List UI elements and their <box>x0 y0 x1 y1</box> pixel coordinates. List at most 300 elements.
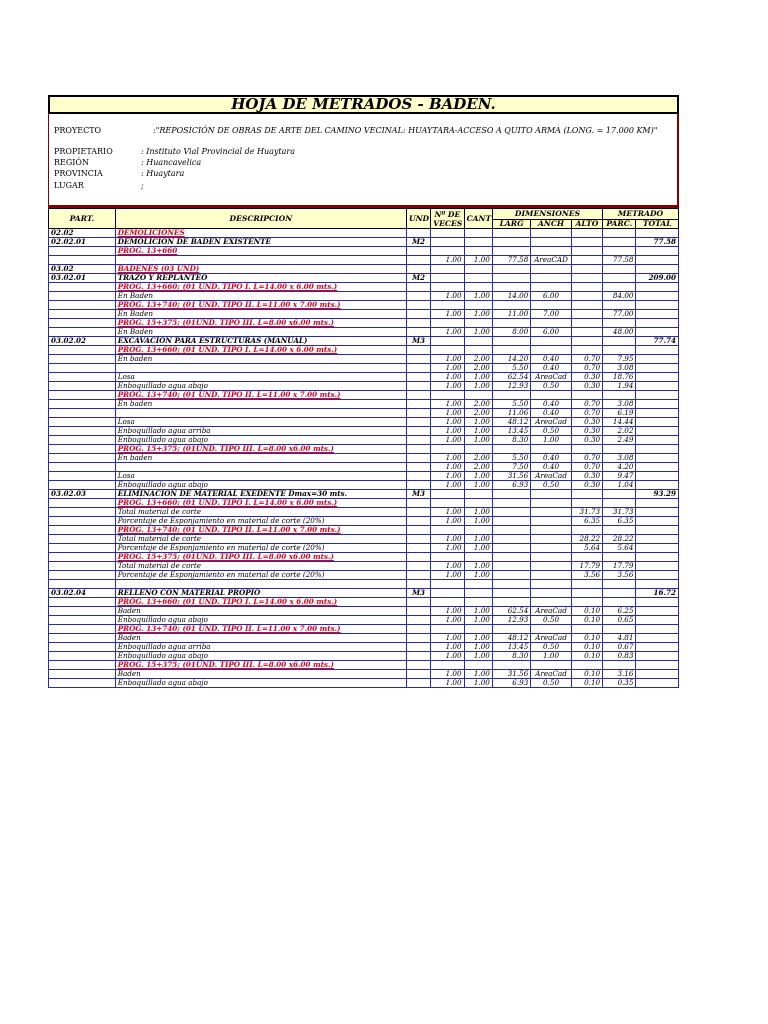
cell-desc <box>115 256 406 265</box>
cell-parc: 2.02 <box>603 427 636 436</box>
cell-parc: 31.73 <box>603 508 636 517</box>
cell-total <box>636 355 679 364</box>
cell-parc: 48.00 <box>603 328 636 337</box>
cell-total <box>636 319 679 328</box>
cell-veces <box>431 526 464 535</box>
cell-total <box>636 481 679 490</box>
cell-cant: 1.00 <box>464 670 492 679</box>
table-row <box>49 634 679 643</box>
cell-total <box>636 427 679 436</box>
cell-anch <box>531 571 571 580</box>
cell-part <box>49 553 116 562</box>
cell-desc: Enboquillado agua arriba <box>115 643 406 652</box>
cell-alto: 3.56 <box>571 571 602 580</box>
cell-larg <box>492 526 530 535</box>
cell-larg <box>492 499 530 508</box>
cell-alto <box>571 292 602 301</box>
cell-desc: Total material de corte <box>115 562 406 571</box>
cell-anch <box>531 661 571 670</box>
cell-anch: 0.40 <box>531 463 571 472</box>
col-descripcion-header: DESCRIPCION <box>115 209 406 229</box>
cell-alto <box>571 247 602 256</box>
cell-und <box>406 256 430 265</box>
cell-veces <box>431 301 464 310</box>
table-row <box>49 589 679 598</box>
table-row <box>49 319 679 328</box>
cell-desc: DEMOLICIONES <box>115 229 406 238</box>
cell-alto <box>571 301 602 310</box>
proyecto-value: :"REPOSICIÓN DE OBRAS DE ARTE DEL CAMINO VECINAL: HUAYTARA-ACCESO A QUITO ARMA (LONG. = 17.000 KM)" <box>153 126 658 135</box>
table-row <box>49 382 679 391</box>
cell-cant <box>464 526 492 535</box>
table-row <box>49 346 679 355</box>
cell-part <box>49 346 116 355</box>
cell-alto: 0.70 <box>571 355 602 364</box>
cell-anch <box>531 274 571 283</box>
cell-total: 77.74 <box>636 337 679 346</box>
cell-desc: Enboquillado agua arriba <box>115 427 406 436</box>
cell-part <box>49 418 116 427</box>
table-row <box>49 238 679 247</box>
cell-part <box>49 607 116 616</box>
cell-larg <box>492 238 530 247</box>
cell-total <box>636 310 679 319</box>
cell-desc: TRAZO Y REPLANTEO <box>115 274 406 283</box>
cell-part <box>49 661 116 670</box>
cell-desc: En Baden <box>115 292 406 301</box>
cell-total <box>636 364 679 373</box>
cell-desc: Baden <box>115 607 406 616</box>
cell-larg <box>492 553 530 562</box>
propietario-label: PROPIETARIO <box>54 147 113 156</box>
cell-larg <box>492 274 530 283</box>
cell-cant: 1.00 <box>464 517 492 526</box>
cell-alto: 31.73 <box>571 508 602 517</box>
cell-alto: 0.10 <box>571 616 602 625</box>
cell-cant: 2.00 <box>464 409 492 418</box>
cell-und <box>406 265 430 274</box>
table-row <box>49 355 679 364</box>
table-row <box>49 490 679 499</box>
cell-und <box>406 409 430 418</box>
cell-part <box>49 481 116 490</box>
cell-cant: 1.00 <box>464 652 492 661</box>
cell-part: 02.02.01 <box>49 238 116 247</box>
cell-veces: 1.00 <box>431 400 464 409</box>
cell-und <box>406 391 430 400</box>
table-row <box>49 301 679 310</box>
table-row <box>49 508 679 517</box>
cell-veces: 1.00 <box>431 517 464 526</box>
table-row <box>49 607 679 616</box>
cell-total <box>636 373 679 382</box>
table-row <box>49 643 679 652</box>
table-body <box>49 229 679 688</box>
cell-cant <box>464 661 492 670</box>
cell-alto <box>571 598 602 607</box>
cell-cant: 1.00 <box>464 382 492 391</box>
cell-alto <box>571 526 602 535</box>
cell-larg: 5.50 <box>492 454 530 463</box>
cell-larg <box>492 346 530 355</box>
cell-larg <box>492 508 530 517</box>
cell-total <box>636 400 679 409</box>
cell-total <box>636 283 679 292</box>
cell-part <box>49 310 116 319</box>
cell-part <box>49 679 116 688</box>
cell-larg: 5.50 <box>492 364 530 373</box>
cell-alto <box>571 274 602 283</box>
cell-desc: Enboquillado agua abajo <box>115 382 406 391</box>
cell-parc: 4.81 <box>603 634 636 643</box>
cell-part <box>49 526 116 535</box>
cell-desc <box>115 463 406 472</box>
cell-larg: 11.00 <box>492 310 530 319</box>
cell-parc: 3.56 <box>603 571 636 580</box>
cell-alto <box>571 238 602 247</box>
cell-part <box>49 535 116 544</box>
cell-larg <box>492 391 530 400</box>
cell-veces: 1.00 <box>431 463 464 472</box>
cell-parc: 5.64 <box>603 544 636 553</box>
provincia-value: : Huaytara <box>141 169 185 178</box>
cell-alto: 0.70 <box>571 400 602 409</box>
cell-und <box>406 310 430 319</box>
cell-larg <box>492 598 530 607</box>
cell-total <box>636 463 679 472</box>
cell-parc: 6.35 <box>603 517 636 526</box>
table-row <box>49 328 679 337</box>
cell-cant <box>464 391 492 400</box>
cell-total <box>636 436 679 445</box>
cell-anch <box>531 589 571 598</box>
cell-part <box>49 436 116 445</box>
cell-cant <box>464 580 492 589</box>
cell-anch <box>531 490 571 499</box>
cell-anch: AreaCad <box>531 670 571 679</box>
cell-part <box>49 409 116 418</box>
cell-part <box>49 355 116 364</box>
cell-veces <box>431 391 464 400</box>
cell-total: 93.29 <box>636 490 679 499</box>
project-info <box>48 114 679 208</box>
cell-und <box>406 292 430 301</box>
cell-part: 03.02.04 <box>49 589 116 598</box>
cell-cant: 2.00 <box>464 463 492 472</box>
cell-alto: 5.64 <box>571 544 602 553</box>
cell-part <box>49 445 116 454</box>
cell-desc: Enboquillado agua abajo <box>115 652 406 661</box>
table-row <box>49 616 679 625</box>
cell-part <box>49 544 116 553</box>
table-row <box>49 472 679 481</box>
col-parc-header: PARC. <box>603 220 636 229</box>
table-row <box>49 535 679 544</box>
cell-anch: 6.00 <box>531 292 571 301</box>
cell-und <box>406 598 430 607</box>
cell-cant <box>464 283 492 292</box>
cell-veces <box>431 229 464 238</box>
cell-total <box>636 247 679 256</box>
cell-larg <box>492 337 530 346</box>
cell-alto: 28.22 <box>571 535 602 544</box>
cell-larg <box>492 301 530 310</box>
col-part-header: PART. <box>49 209 116 229</box>
cell-total <box>636 265 679 274</box>
cell-und <box>406 436 430 445</box>
cell-und <box>406 553 430 562</box>
cell-parc: 77.58 <box>603 256 636 265</box>
cell-anch: 0.50 <box>531 616 571 625</box>
cell-und <box>406 454 430 463</box>
cell-desc: PROG. 13+660; (01 UND. TIPO I. L=14.00 x 6.00 mts.) <box>115 346 406 355</box>
cell-total <box>636 652 679 661</box>
cell-veces: 1.00 <box>431 508 464 517</box>
cell-und: M3 <box>406 337 430 346</box>
table-row <box>49 625 679 634</box>
cell-und <box>406 418 430 427</box>
cell-alto <box>571 337 602 346</box>
cell-veces: 1.00 <box>431 472 464 481</box>
table-row <box>49 445 679 454</box>
cell-und <box>406 607 430 616</box>
col-und-header: UND <box>406 209 430 229</box>
cell-part <box>49 454 116 463</box>
cell-anch <box>531 553 571 562</box>
cell-larg: 77.58 <box>492 256 530 265</box>
cell-veces: 1.00 <box>431 364 464 373</box>
cell-und: M3 <box>406 490 430 499</box>
cell-cant <box>464 625 492 634</box>
cell-anch <box>531 319 571 328</box>
cell-larg <box>492 319 530 328</box>
cell-part <box>49 634 116 643</box>
cell-anch <box>531 598 571 607</box>
cell-cant <box>464 337 492 346</box>
cell-total <box>636 535 679 544</box>
cell-part <box>49 508 116 517</box>
cell-parc: 17.79 <box>603 562 636 571</box>
cell-anch <box>531 238 571 247</box>
cell-desc: En Baden <box>115 328 406 337</box>
table-row <box>49 463 679 472</box>
propietario-value: : Instituto Vial Provincial de Huaytara <box>141 147 295 156</box>
cell-cant <box>464 238 492 247</box>
cell-larg <box>492 544 530 553</box>
cell-anch <box>531 301 571 310</box>
cell-und <box>406 643 430 652</box>
table-row <box>49 517 679 526</box>
cell-total <box>636 301 679 310</box>
cell-total <box>636 454 679 463</box>
cell-part <box>49 292 116 301</box>
cell-part <box>49 283 116 292</box>
cell-larg <box>492 589 530 598</box>
cell-total <box>636 616 679 625</box>
cell-veces <box>431 283 464 292</box>
cell-part <box>49 643 116 652</box>
cell-und <box>406 544 430 553</box>
cell-anch: 6.00 <box>531 328 571 337</box>
cell-total: 209.00 <box>636 274 679 283</box>
cell-und <box>406 661 430 670</box>
cell-alto <box>571 499 602 508</box>
cell-cant: 1.00 <box>464 436 492 445</box>
cell-alto <box>571 346 602 355</box>
cell-larg <box>492 445 530 454</box>
cell-cant: 1.00 <box>464 256 492 265</box>
cell-total <box>636 472 679 481</box>
cell-alto <box>571 328 602 337</box>
cell-part <box>49 364 116 373</box>
cell-und <box>406 364 430 373</box>
cell-desc: Porcentaje de Esponjamiento en material de corte (20%) <box>115 517 406 526</box>
cell-veces: 1.00 <box>431 544 464 553</box>
cell-desc: En baden <box>115 400 406 409</box>
cell-desc: Total material de corte <box>115 508 406 517</box>
cell-parc: 28.22 <box>603 535 636 544</box>
cell-desc: PROG. 13+740; (01 UND. TIPO II. L=11.00 x 7.00 mts.) <box>115 625 406 634</box>
cell-total <box>636 643 679 652</box>
cell-veces: 1.00 <box>431 562 464 571</box>
cell-larg: 12.93 <box>492 616 530 625</box>
cell-larg: 48.12 <box>492 418 530 427</box>
table-row <box>49 454 679 463</box>
cell-und <box>406 472 430 481</box>
cell-anch: 0.40 <box>531 364 571 373</box>
cell-parc <box>603 265 636 274</box>
cell-alto: 0.70 <box>571 364 602 373</box>
cell-total: 77.58 <box>636 238 679 247</box>
table-row <box>49 679 679 688</box>
table-row <box>49 544 679 553</box>
cell-parc: 0.65 <box>603 616 636 625</box>
cell-und <box>406 229 430 238</box>
table-row <box>49 256 679 265</box>
cell-desc: Losa <box>115 472 406 481</box>
cell-alto <box>571 319 602 328</box>
cell-larg <box>492 571 530 580</box>
cell-veces <box>431 274 464 283</box>
cell-parc: 77.00 <box>603 310 636 319</box>
cell-parc: 6.19 <box>603 409 636 418</box>
table-row <box>49 391 679 400</box>
cell-veces: 1.00 <box>431 256 464 265</box>
cell-veces: 1.00 <box>431 355 464 364</box>
cell-und: M2 <box>406 238 430 247</box>
cell-veces: 1.00 <box>431 436 464 445</box>
cell-larg: 6.93 <box>492 679 530 688</box>
cell-veces <box>431 598 464 607</box>
table-row <box>49 373 679 382</box>
cell-cant <box>464 598 492 607</box>
cell-part <box>49 652 116 661</box>
cell-alto <box>571 391 602 400</box>
cell-anch: AreaCad <box>531 418 571 427</box>
cell-cant: 1.00 <box>464 544 492 553</box>
cell-veces: 1.00 <box>431 571 464 580</box>
cell-cant: 1.00 <box>464 418 492 427</box>
cell-total <box>636 670 679 679</box>
cell-cant: 1.00 <box>464 373 492 382</box>
cell-part <box>49 517 116 526</box>
cell-total <box>636 661 679 670</box>
cell-larg: 5.50 <box>492 400 530 409</box>
col-anch-header: ANCH <box>531 220 571 229</box>
cell-und <box>406 373 430 382</box>
cell-parc <box>603 598 636 607</box>
cell-part <box>49 562 116 571</box>
cell-desc: PROG. 15+375; (01UND. TIPO III. L=8.00 x6.00 mts.) <box>115 319 406 328</box>
col-cant-header: CANT <box>464 209 492 229</box>
cell-part: 03.02.01 <box>49 274 116 283</box>
cell-cant <box>464 319 492 328</box>
cell-part <box>49 400 116 409</box>
cell-parc <box>603 319 636 328</box>
cell-larg <box>492 247 530 256</box>
table-row <box>49 265 679 274</box>
cell-anch: 0.50 <box>531 679 571 688</box>
cell-parc <box>603 247 636 256</box>
cell-veces <box>431 553 464 562</box>
cell-cant: 2.00 <box>464 400 492 409</box>
cell-veces: 1.00 <box>431 310 464 319</box>
cell-desc: Baden <box>115 634 406 643</box>
cell-parc: 2.49 <box>603 436 636 445</box>
cell-desc: Porcentaje de Esponjamiento en material de corte (20%) <box>115 544 406 553</box>
cell-und <box>406 571 430 580</box>
table-row <box>49 580 679 589</box>
cell-larg <box>492 490 530 499</box>
cell-desc: Enboquillado agua abajo <box>115 616 406 625</box>
cell-part <box>49 328 116 337</box>
cell-part <box>49 247 116 256</box>
cell-anch <box>531 562 571 571</box>
table-row <box>49 409 679 418</box>
cell-und <box>406 634 430 643</box>
cell-cant: 1.00 <box>464 481 492 490</box>
cell-und: M2 <box>406 274 430 283</box>
cell-und <box>406 283 430 292</box>
cell-veces: 1.00 <box>431 382 464 391</box>
cell-alto: 0.30 <box>571 436 602 445</box>
cell-cant: 1.00 <box>464 634 492 643</box>
cell-parc: 0.67 <box>603 643 636 652</box>
cell-alto: 0.70 <box>571 409 602 418</box>
cell-cant: 1.00 <box>464 508 492 517</box>
cell-cant <box>464 445 492 454</box>
cell-larg: 62.54 <box>492 373 530 382</box>
cell-parc: 3.16 <box>603 670 636 679</box>
cell-parc <box>603 625 636 634</box>
cell-alto: 6.35 <box>571 517 602 526</box>
cell-veces: 1.00 <box>431 634 464 643</box>
cell-total <box>636 391 679 400</box>
cell-larg: 7.50 <box>492 463 530 472</box>
cell-total <box>636 607 679 616</box>
metrado-table <box>48 208 679 688</box>
cell-desc: BADENES (03 UND) <box>115 265 406 274</box>
provincia-label: PROVINCIA <box>54 169 103 178</box>
cell-parc <box>603 580 636 589</box>
cell-veces <box>431 490 464 499</box>
cell-anch: AreaCAD <box>531 256 571 265</box>
cell-cant: 2.00 <box>464 454 492 463</box>
table-row <box>49 571 679 580</box>
cell-alto <box>571 229 602 238</box>
cell-desc: RELLENO CON MATERIAL PROPIO <box>115 589 406 598</box>
cell-parc <box>603 238 636 247</box>
